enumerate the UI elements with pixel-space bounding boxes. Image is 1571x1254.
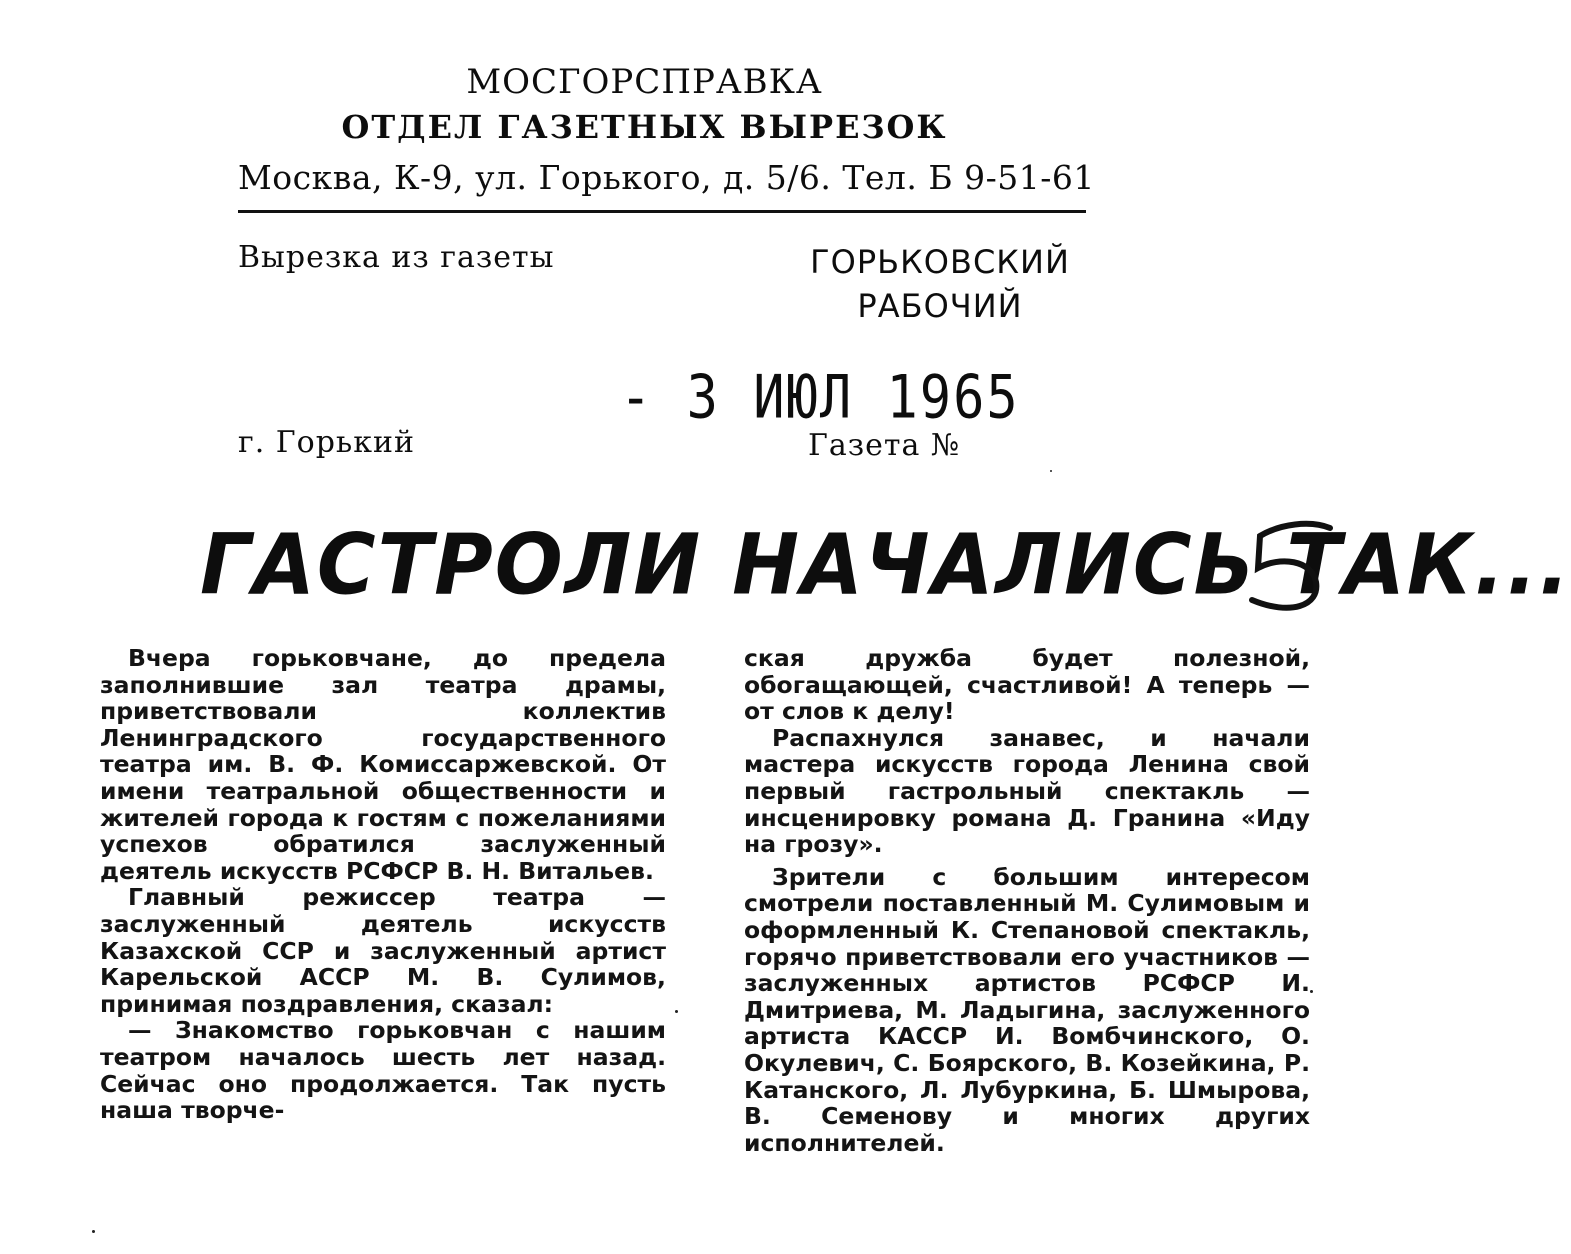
department-title: ОТДЕЛ ГАЗЕТНЫХ ВЫРЕЗОК <box>341 108 948 146</box>
agency-title: МОСГОРСПРАВКА <box>466 62 823 102</box>
article-column-1 <box>100 645 666 1124</box>
date-stamp: - 3 ИЮЛ 1965 <box>620 363 1020 433</box>
paragraph: — Знакомство горьковчан с нашим театром началось шесть лет назад. Сейчас оно продолжается. Так пусть наша творче- <box>100 1016 666 1125</box>
header-divider <box>238 210 1086 213</box>
speck <box>1050 470 1052 472</box>
clipping-label: Вырезка из газеты <box>238 240 555 275</box>
paragraph: Распахнулся занавес, и начали мастера искусств города Ленина свой первый гастрольный спектакль — инсценировку романа Д. Гранина «Иду на грозу». <box>744 723 1310 859</box>
city-label: г. Горький <box>238 425 415 460</box>
newspaper-name-line2: РАБОЧИЙ <box>857 287 1023 325</box>
newspaper-name-line1: ГОРЬКОВСКИЙ <box>810 243 1070 281</box>
issue-number-label: Газета № <box>808 428 961 463</box>
article-headline: ГАСТРОЛИ НАЧАЛИСЬ ТАК... <box>200 515 1571 614</box>
paragraph: Вчера горьковчане, до предела заполнившие зал театра драмы, приветствовали коллектив Ленинградского государственного театра им. В. Ф. Комиссаржевской. От имени театральной общественности и жителей города к гостям с пожеланиями успехов обратился заслуженный деятель искусств РСФСР В. Н. Витальев. <box>100 644 666 885</box>
article-column-2 <box>744 645 1310 1156</box>
handwritten-number-mark <box>1230 510 1350 630</box>
speck <box>675 1010 678 1013</box>
paragraph: ская дружба будет полезной, обогащающей, счастливой! А теперь — от слов к делу! <box>744 644 1310 726</box>
paragraph: Главный режиссер театра — заслуженный деятель искусств Казахской ССР и заслуженный артист Карельской АССР М. В. Сулимов, принимая поздравления, сказал: <box>100 883 666 1018</box>
agency-address: Москва, К-9, ул. Горького, д. 5/6. Тел. Б 9-51-61 <box>238 158 1095 197</box>
speck <box>1310 990 1313 993</box>
paragraph: Зрители с большим интересом смотрели поставленный М. Сулимовым и оформленный К. Степановой спектакль, горячо приветствовали его участников — заслуженных артистов РСФСР И. Дмитриева, М. Ладыгина, заслуженного артиста КАССР И. Вомбчинского, О. Окулевич, С. Боярского, В. Козейкина, Р. Катанского, Л. Лубуркина, Б. Шмырова, В. Семенову и многих других исполнителей. <box>744 862 1310 1157</box>
speck <box>92 1230 95 1233</box>
newspaper-name <box>790 240 1090 328</box>
